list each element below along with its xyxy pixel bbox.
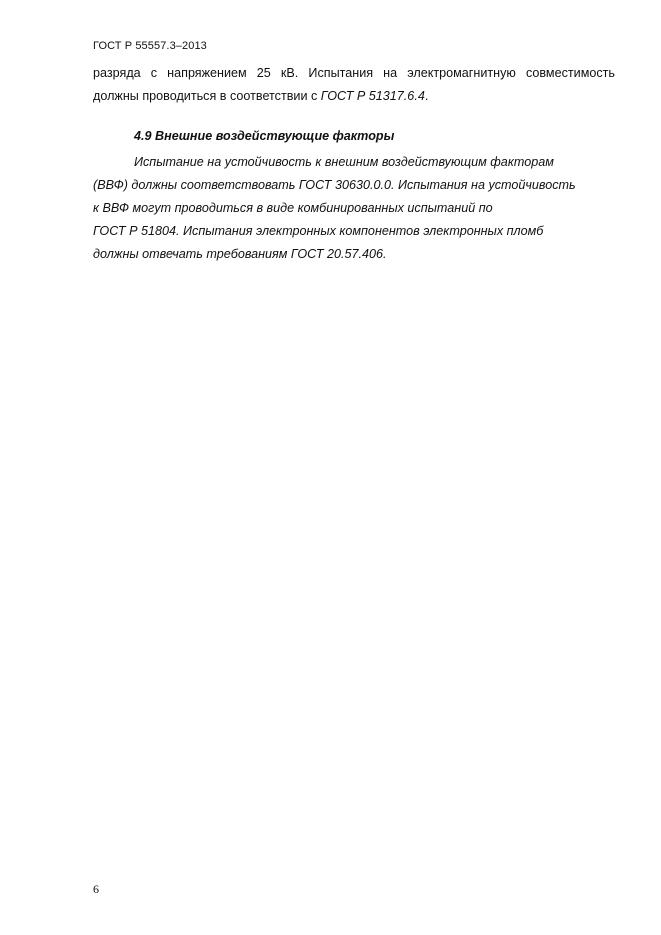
paragraph-emc bbox=[93, 62, 615, 108]
section-heading: 4.9 Внешние воздействующие факторы bbox=[134, 129, 395, 143]
paragraph-line: Испытание на устойчивость к внешним воздействующим факторам bbox=[134, 155, 554, 169]
paragraph-line bbox=[93, 85, 615, 108]
paragraph-text: должны проводиться в соответствии с bbox=[93, 89, 321, 103]
paragraph-line: (ВВФ) должны соответствовать ГОСТ 30630.0.0. Испытания на устойчивость bbox=[93, 178, 576, 192]
paragraph-line: к ВВФ могут проводиться в виде комбинированных испытаний по bbox=[93, 201, 493, 215]
page-number: 6 bbox=[93, 882, 99, 896]
paragraph-line: разряда с напряжением 25 кВ. Испытания на электромагнитную совместимость bbox=[93, 66, 615, 80]
paragraph-text: . bbox=[424, 89, 429, 103]
paragraph-external-factors bbox=[93, 151, 615, 266]
paragraph-line: должны отвечать требованиям ГОСТ 20.57.406. bbox=[93, 247, 387, 261]
paragraph-line: ГОСТ Р 51804. Испытания электронных компонентов электронных пломб bbox=[93, 224, 544, 238]
standard-reference: ГОСТ Р 51317.6.4 bbox=[320, 89, 425, 103]
document-header: ГОСТ Р 55557.3–2013 bbox=[93, 40, 207, 52]
